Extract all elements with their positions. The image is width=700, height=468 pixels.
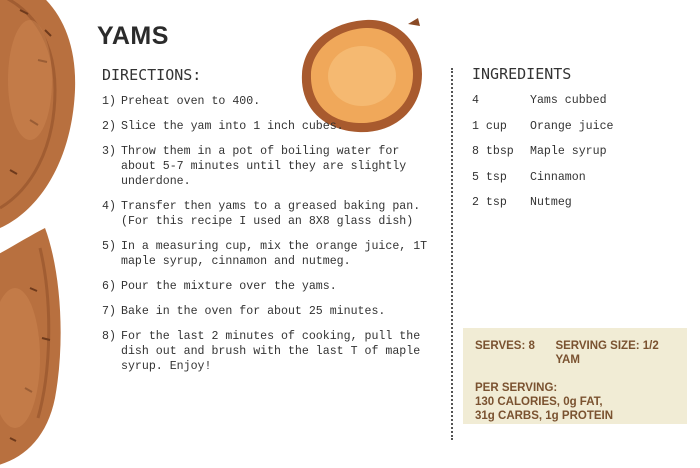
yam-illustration-top (0, 0, 80, 230)
ingredient-quantity: 4 (472, 94, 479, 107)
ingredient-name: Yams cubbed (530, 94, 607, 107)
step-text: Pour the mixture over the yams. (121, 280, 337, 293)
step-number: 8) (102, 330, 116, 343)
step-text: Bake in the oven for about 25 minutes. (121, 305, 386, 318)
direction-step (102, 119, 432, 134)
direction-step (102, 94, 432, 109)
ingredient-row (472, 94, 614, 120)
direction-step (102, 144, 432, 189)
ingredient-name: Cinnamon (530, 170, 586, 184)
step-text: Throw them in a pot of boiling water for about 5-7 minutes until they are slightly underdone. (121, 145, 407, 188)
column-divider (451, 68, 453, 440)
step-text: In a measuring cup, mix the orange juice, 1T maple syrup, cinnamon and nutmeg. (121, 240, 428, 268)
direction-step (102, 304, 432, 319)
ingredient-quantity: 8 tbsp (472, 145, 514, 158)
nutrition-box (463, 328, 687, 424)
direction-step (102, 239, 432, 269)
ingredient-quantity: 1 cup (472, 119, 507, 133)
ingredient-row (472, 145, 614, 171)
nutrition-line-1: 130 CALORIES, 0g FAT, (475, 396, 603, 408)
ingredients-heading: INGREDIENTS (472, 65, 572, 83)
directions-list (102, 94, 432, 384)
serves-count: SERVES: 8 (475, 340, 535, 352)
step-number: 7) (102, 305, 116, 318)
step-number: 3) (102, 145, 116, 158)
ingredient-row (472, 196, 614, 222)
step-text: Slice the yam into 1 inch cubes. (121, 120, 344, 133)
step-number: 6) (102, 280, 116, 293)
ingredient-quantity: 2 tsp (472, 196, 507, 209)
ingredient-name: Orange juice (530, 119, 614, 133)
step-text: For the last 2 minutes of cooking, pull the dish out and brush with the last T of maple syrup. Enjoy! (121, 330, 421, 373)
ingredient-quantity: 5 tsp (472, 170, 507, 184)
ingredient-name: Nutmeg (530, 196, 572, 209)
direction-step (102, 329, 432, 374)
ingredient-row (472, 120, 614, 146)
recipe-title: YAMS (97, 22, 169, 50)
ingredients-table (472, 94, 614, 222)
directions-heading: DIRECTIONS: (102, 66, 202, 84)
step-number: 1) (102, 95, 116, 108)
per-serving-label: PER SERVING: (475, 382, 558, 394)
serving-size: SERVING SIZE: 1/2 YAM (555, 340, 659, 366)
direction-step (102, 279, 432, 294)
ingredient-row (472, 171, 614, 197)
step-number: 4) (102, 200, 116, 213)
step-text: Preheat oven to 400. (121, 95, 261, 108)
ingredient-name: Maple syrup (530, 145, 607, 158)
step-number: 5) (102, 240, 116, 253)
yam-illustration-bottom (0, 228, 70, 468)
direction-step (102, 199, 432, 229)
step-number: 2) (102, 120, 116, 133)
nutrition-line-2: 31g CARBS, 1g PROTEIN (475, 410, 614, 422)
step-text: Transfer then yams to a greased baking pan. (For this recipe I used an 8X8 glass dish) (121, 200, 421, 228)
serves-row (475, 339, 675, 367)
